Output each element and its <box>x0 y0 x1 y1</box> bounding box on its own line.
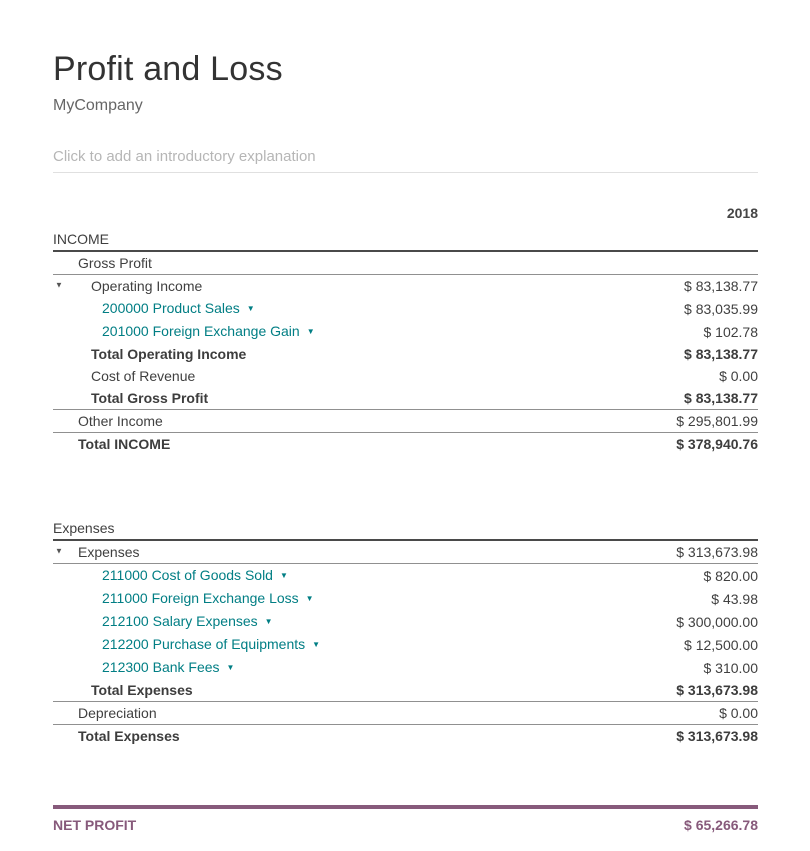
row-value: $ 83,138.77 <box>684 390 758 406</box>
net-profit-value: $ 65,266.78 <box>684 817 758 833</box>
row-label: Total Gross Profit <box>91 390 209 406</box>
row-label: Cost of Revenue <box>91 368 196 384</box>
report-row-total-operating-income <box>53 343 758 365</box>
row-value: $ 12,500.00 <box>684 636 758 653</box>
report-row-total-gross-profit <box>53 387 758 410</box>
row-value: $ 83,138.77 <box>684 346 758 362</box>
row-value: $ 313,673.98 <box>676 728 758 744</box>
caret-down-icon[interactable]: ▼ <box>305 594 314 603</box>
report-row-212100-salary-expenses <box>53 610 758 633</box>
caret-down-icon[interactable]: ▼ <box>264 617 273 626</box>
row-label[interactable]: 211000 Foreign Exchange Loss ▼ <box>102 590 314 606</box>
row-value: $ 83,138.77 <box>684 278 758 294</box>
report-row-212200-purchase-of-equipments <box>53 633 758 656</box>
row-label: INCOME <box>53 231 109 247</box>
caret-down-icon[interactable]: ▼ <box>55 546 63 556</box>
row-label: Total Operating Income <box>91 346 247 362</box>
row-label: Gross Profit <box>78 255 152 271</box>
caret-down-icon[interactable]: ▼ <box>55 280 63 290</box>
row-label: Expenses <box>53 520 115 536</box>
report-row-total-expenses <box>53 679 758 702</box>
row-label: Other Income <box>78 413 163 429</box>
row-value: $ 310.00 <box>703 659 758 676</box>
caret-down-icon[interactable]: ▼ <box>226 663 235 672</box>
row-label: Depreciation <box>78 705 157 721</box>
row-value: $ 313,673.98 <box>676 682 758 698</box>
row-value: $ 102.78 <box>703 323 758 340</box>
net-profit-label: NET PROFIT <box>53 817 137 833</box>
caret-down-icon[interactable]: ▼ <box>246 304 255 313</box>
report-row-depreciation <box>53 702 758 725</box>
report-row-212300-bank-fees <box>53 656 758 679</box>
caret-down-icon[interactable]: ▼ <box>279 571 288 580</box>
row-label: Total Expenses <box>78 728 180 744</box>
report-row-200000-product-sales <box>53 297 758 320</box>
row-label: Total Expenses <box>91 682 193 698</box>
profit-loss-table <box>53 201 758 837</box>
company-name: MyCompany <box>53 97 143 114</box>
report-row-201000-foreign-exchange-gain <box>53 320 758 343</box>
caret-down-icon[interactable]: ▼ <box>312 640 321 649</box>
report-row-211000-foreign-exchange-loss <box>53 587 758 610</box>
expenses-section <box>53 517 758 747</box>
row-label[interactable]: 212300 Bank Fees ▼ <box>102 659 235 675</box>
row-value: $ 0.00 <box>719 368 758 384</box>
report-row-gross-profit <box>53 252 758 275</box>
row-value: $ 300,000.00 <box>676 613 758 630</box>
caret-down-icon[interactable]: ▼ <box>306 327 315 336</box>
row-value: $ 378,940.76 <box>676 436 758 452</box>
report-row-operating-income <box>53 275 758 297</box>
row-label: Operating Income <box>91 278 203 294</box>
report-page <box>53 0 758 837</box>
row-value: $ 0.00 <box>719 705 758 721</box>
net-profit-block <box>53 805 758 837</box>
row-label[interactable]: 212200 Purchase of Equipments ▼ <box>102 636 321 652</box>
intro-placeholder-input[interactable]: Click to add an introductory explanation <box>53 148 758 173</box>
net-profit-row <box>53 809 758 837</box>
row-value: $ 820.00 <box>703 567 758 584</box>
report-row-expenses <box>53 541 758 564</box>
report-row-total-expenses <box>53 725 758 747</box>
report-title: Profit and Loss <box>53 50 283 88</box>
row-label[interactable]: 201000 Foreign Exchange Gain ▼ <box>102 323 315 339</box>
period-column-header: 2018 <box>726 205 758 221</box>
row-value: $ 313,673.98 <box>676 544 758 560</box>
row-value: $ 83,035.99 <box>684 300 758 317</box>
row-value: $ 43.98 <box>711 590 758 607</box>
row-value: $ 295,801.99 <box>676 413 758 429</box>
income-section <box>53 228 758 455</box>
report-row-211000-cost-of-goods-sold <box>53 564 758 587</box>
report-row-expenses <box>53 517 758 541</box>
row-label[interactable]: 200000 Product Sales ▼ <box>102 300 255 316</box>
report-row-income <box>53 228 758 252</box>
row-label: Expenses <box>78 544 140 560</box>
row-label[interactable]: 212100 Salary Expenses ▼ <box>102 613 273 629</box>
report-row-cost-of-revenue <box>53 365 758 387</box>
report-row-total-income <box>53 433 758 455</box>
row-label[interactable]: 211000 Cost of Goods Sold ▼ <box>102 567 288 583</box>
row-label: Total INCOME <box>78 436 171 452</box>
report-row-other-income <box>53 410 758 433</box>
